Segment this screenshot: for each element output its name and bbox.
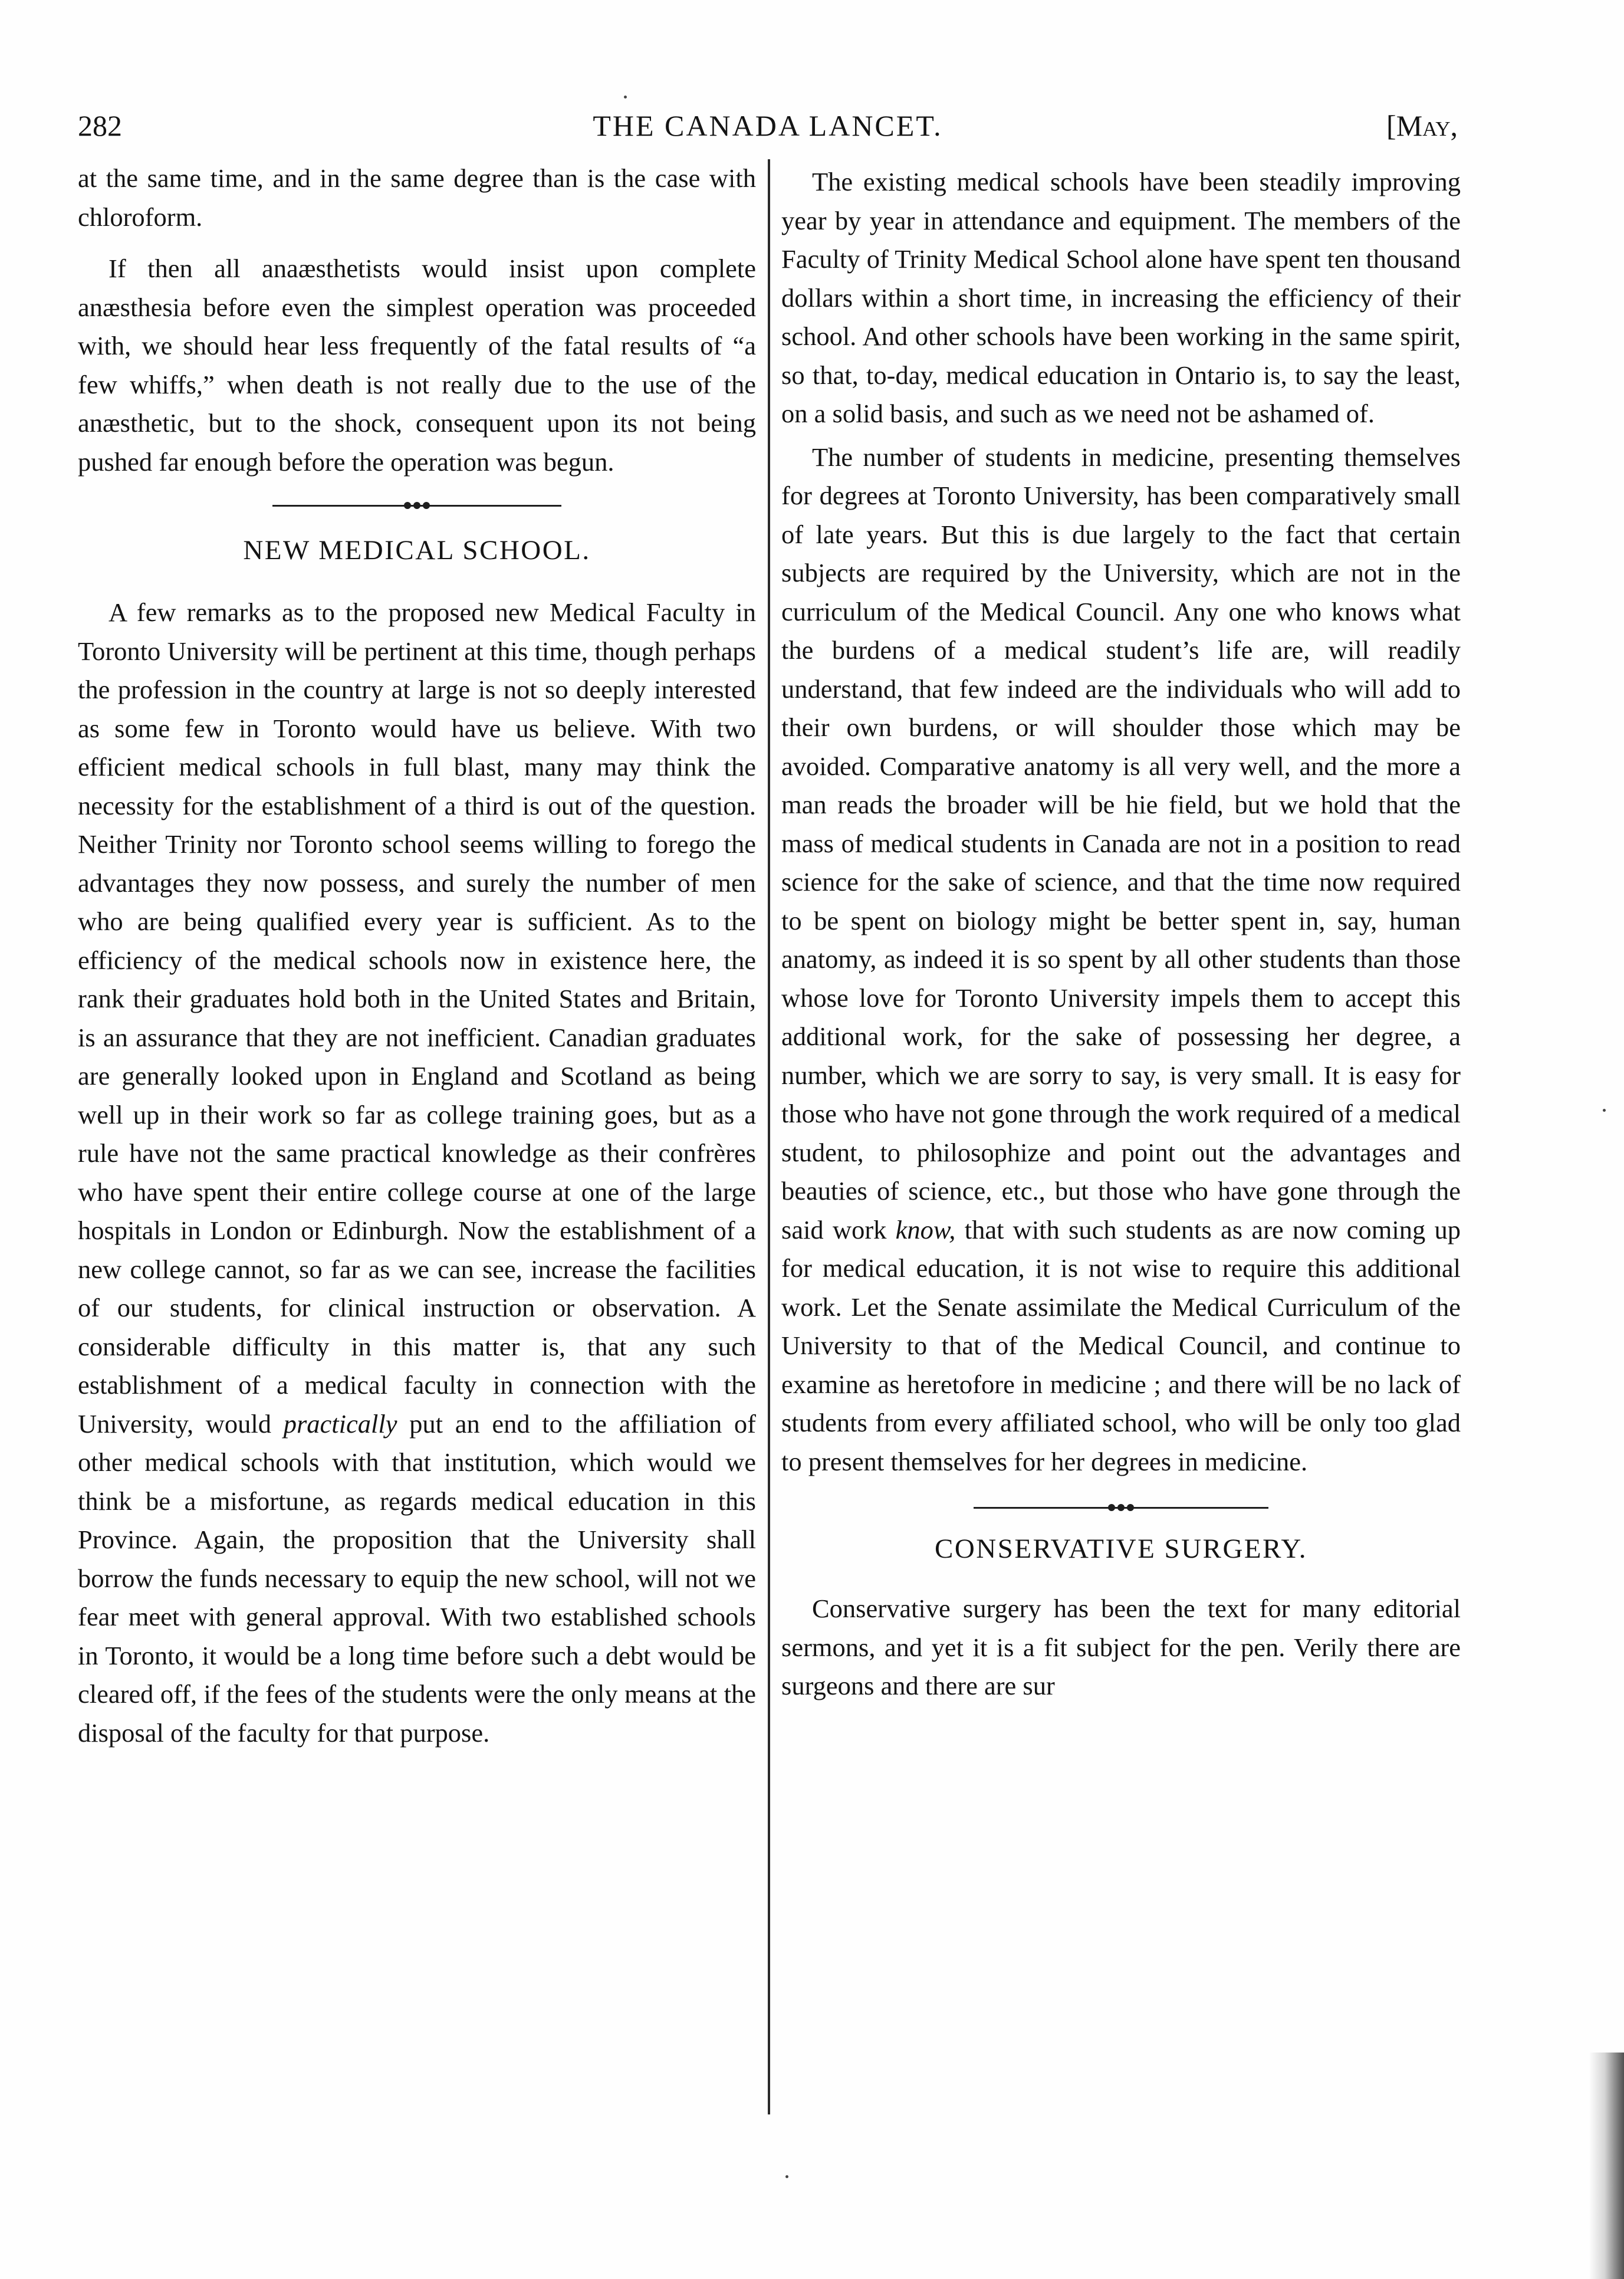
- paragraph-anaesthesia: If then all anaæsthetists would insist upon complete anæsthesia before even the simplest operation was proceeded with, we should hear less frequently of the fatal results of “a few whiffs,” when death is not really due to the use of the anæsthetic, but to the shock, consequent upon its not being pushed far enough before the operation was begun.: [78, 254, 756, 477]
- journal-title: THE CANADA LANCET.: [593, 109, 943, 142]
- section-heading-new-medical-school: NEW MEDICAL SCHOOL.: [243, 535, 591, 566]
- left-column: [78, 159, 756, 1752]
- page-number: 282: [78, 109, 122, 142]
- emphasis-text: know,: [895, 1214, 956, 1244]
- scan-speck: [1603, 1109, 1606, 1112]
- scan-speck: [785, 2175, 788, 2178]
- paragraph-text: put an end to the affiliation of other medical schools with that institution, which would we think be a misfortune, as regards medical education in this Province. Again, the proposition that the University shall borrow the funds necessary to equip the new school, will not we fear meet with general approval. With two established schools in Toronto, it would be a long time before such a debt would be cleared off, if the fees of the students were the only means at the disposal of the faculty for that purpose.: [78, 1408, 756, 1748]
- paragraph-chloroform-end: at the same time, and in the same degree than is the case with chloroform.: [78, 163, 756, 232]
- divider-dot: [404, 502, 411, 509]
- section-heading-conservative-surgery: CONSERVATIVE SURGERY.: [934, 1533, 1307, 1564]
- divider-dot: [413, 502, 420, 509]
- divider-dot: [1127, 1504, 1134, 1511]
- section-divider: [272, 501, 561, 510]
- paragraph-text: The number of students in medicine, presenting themselves for degrees at Toronto University, has been comparatively small of late years. But this is due largely to the fact that certain subjects are required by the University, which are not in the curriculum of the Medical Council. Any one who knows what the burdens of a medical student’s life are, will readily understand, that few indeed are the individuals who will add to their own burdens, or will shoulder those which may be avoided. Comparative anatomy is all very well, and the more a man reads the broader will be hie field, but we hold that the mass of medical students in Canada are not in a position to read science for the sake of science, and that the time now required to be spent on biology might be better spent in, say, human anatomy, as indeed it is so spent by all other students than those whose love for Toronto University impels them to accept this additional work, for the sake of possessing her degree, a number, which we are sorry to say, is very small. It is easy for those who have not gone through the work required of a medical student, to philosophize and point out the advantages and beauties of science, etc., but those who have gone through the said work: [781, 442, 1461, 1244]
- divider-dot: [1108, 1504, 1115, 1511]
- divider-dot: [1117, 1504, 1125, 1511]
- issue-month: [May,: [1386, 109, 1458, 142]
- emphasis-text: practically: [283, 1408, 397, 1439]
- paragraph-number-of-students: [781, 438, 1461, 1482]
- divider-dot: [423, 502, 430, 509]
- running-header: [78, 105, 1458, 146]
- paragraph-text: A few remarks as to the proposed new Medical Faculty in Toronto University will be pertinent at this time, though perhaps the profession in the country at large is not so deeply interested as some few in Toronto would have us believe. With two efficient medical schools in full blast, many may think the necessity for the establishment of a third is out of the question. Neither Trinity nor Toronto school seems willing to forego the advantages they now possess, and surely the number of men who are being qualified every year is sufficient. As to the efficiency of the medical schools now in existence here, the rank their graduates hold both in the United States and Britain, is an assurance that they are not inefficient. Canadian graduates are generally looked upon in England and Scotland as being well up in their work so far as college training goes, but as a rule have not the same practical knowledge as their confrères who have spent their entire college course at one of the large hospitals in London or Edinburgh. Now the establishment of a new college cannot, so far as we can see, increase the facilities of our students, for clinical instruction or observation. A considerable difficulty in this matter is, that any such establishment of a medical faculty in connection with the University, would: [78, 597, 756, 1439]
- paragraph-text: that with such students as are now coming up for medical education, it is not wise to require this additional work. Let the Senate assimilate the Medical Curriculum of the University to that of the Medical Council, and continue to examine as heretofore in medicine ; and there will be no lack of students from every affiliated school, who will be only too glad to present themselves for her degrees in medicine.: [781, 1214, 1461, 1476]
- section-divider: [974, 1503, 1268, 1512]
- paragraph-existing-schools: The existing medical schools have been steadily improving year by year in attendance and equipment. The members of the Faculty of Trinity Medical School alone have spent ten thousand dollars within a short time, in increasing the efficiency of their school. And other schools have been working in the same spirit, so that, to-day, medical education in Ontario is, to say the least, on a solid basis, and such as we need not be ashamed of.: [781, 167, 1461, 428]
- paragraph-new-medical-faculty: [78, 593, 756, 1752]
- column-rule: [768, 159, 770, 2114]
- scan-shadow-edge: [1589, 2053, 1624, 2279]
- scan-speck: [624, 96, 627, 98]
- right-column: [781, 159, 1461, 1706]
- paragraph-conservative-surgery: Conservative surgery has been the text for many editorial sermons, and yet it is a fit subject for the pen. Verily there are surgeons and there are sur: [781, 1594, 1461, 1700]
